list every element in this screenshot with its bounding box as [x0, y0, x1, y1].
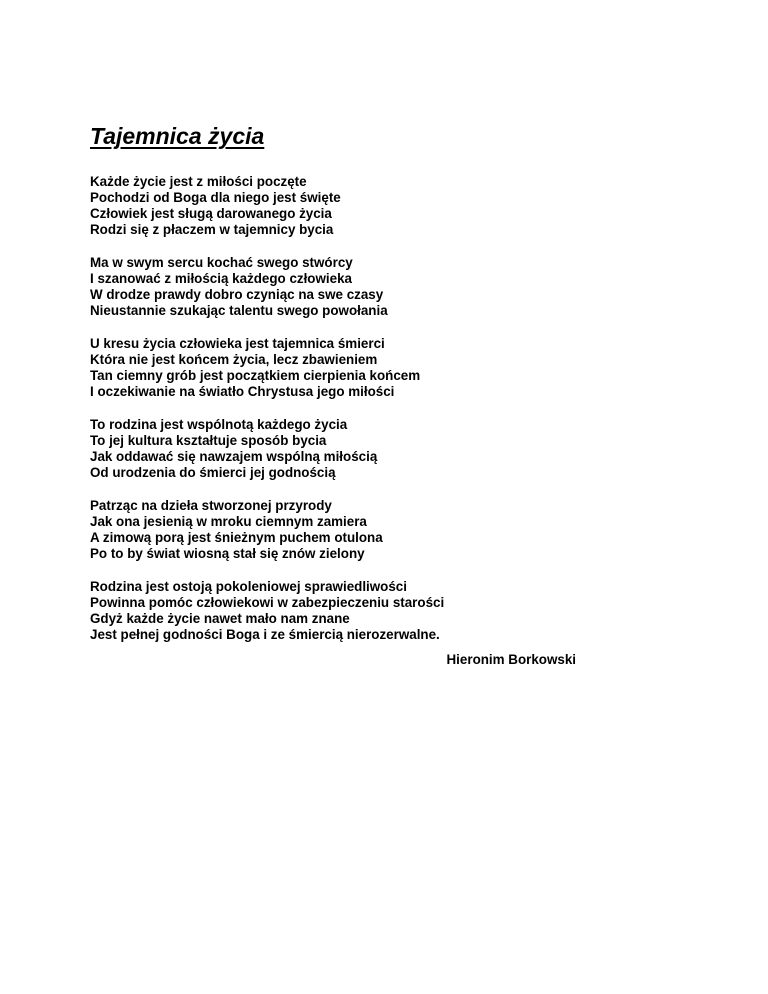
- poem-line: Ma w swym sercu kochać swego stwórcy: [90, 255, 353, 270]
- stanza-2: [90, 255, 690, 319]
- poem-line: Pochodzi od Boga dla niego jest święte: [90, 190, 341, 205]
- stanza-1: [90, 174, 690, 238]
- poem-line: Tan ciemny grób jest początkiem cierpienia końcem: [90, 368, 421, 383]
- stanza-5: [90, 498, 690, 562]
- poem-line: Powinna pomóc człowiekowi w zabezpieczeniu starości: [90, 595, 445, 610]
- poem-line: W drodze prawdy dobro czyniąc na swe czasy: [90, 287, 384, 302]
- poem-line: U kresu życia człowieka jest tajemnica śmierci: [90, 336, 385, 351]
- poem-body: [90, 174, 690, 660]
- poem-line: Człowiek jest sługą darowanego życia: [90, 206, 332, 221]
- poem-line: Od urodzenia do śmierci jej godnością: [90, 465, 336, 480]
- poem-title: Tajemnica życia: [90, 123, 265, 149]
- poem-line: Nieustannie szukając talentu swego powołania: [90, 303, 388, 318]
- poem-line: Gdyż każde życie nawet mało nam znane: [90, 611, 350, 626]
- poem-line: Jest pełnej godności Boga i ze śmiercią nierozerwalne.: [90, 627, 440, 642]
- poem-line: Rodzi się z płaczem w tajemnicy bycia: [90, 222, 334, 237]
- poem-line: Każde życie jest z miłości poczęte: [90, 174, 307, 189]
- poem-line: A zimową porą jest śnieżnym puchem otulona: [90, 530, 383, 545]
- poem-line: Jak ona jesienią w mroku ciemnym zamiera: [90, 514, 367, 529]
- poem-line: I oczekiwanie na światło Chrystusa jego miłości: [90, 384, 395, 399]
- author-signature: Hieronim Borkowski: [446, 652, 576, 667]
- poem-line: Która nie jest końcem życia, lecz zbawieniem: [90, 352, 378, 367]
- poem-line: Patrząc na dzieła stworzonej przyrody: [90, 498, 332, 513]
- poem-line: I szanować z miłością każdego człowieka: [90, 271, 352, 286]
- poem-line: Po to by świat wiosną stał się znów zielony: [90, 546, 365, 561]
- poem-line: Rodzina jest ostoją pokoleniowej sprawiedliwości: [90, 579, 407, 594]
- poem-line: Jak oddawać się nawzajem wspólną miłością: [90, 449, 378, 464]
- stanza-4: [90, 417, 690, 481]
- poem-line: To rodzina jest wspólnotą każdego życia: [90, 417, 348, 432]
- stanza-6: [90, 579, 690, 643]
- poem-line: To jej kultura kształtuje sposób bycia: [90, 433, 327, 448]
- stanza-3: [90, 336, 690, 400]
